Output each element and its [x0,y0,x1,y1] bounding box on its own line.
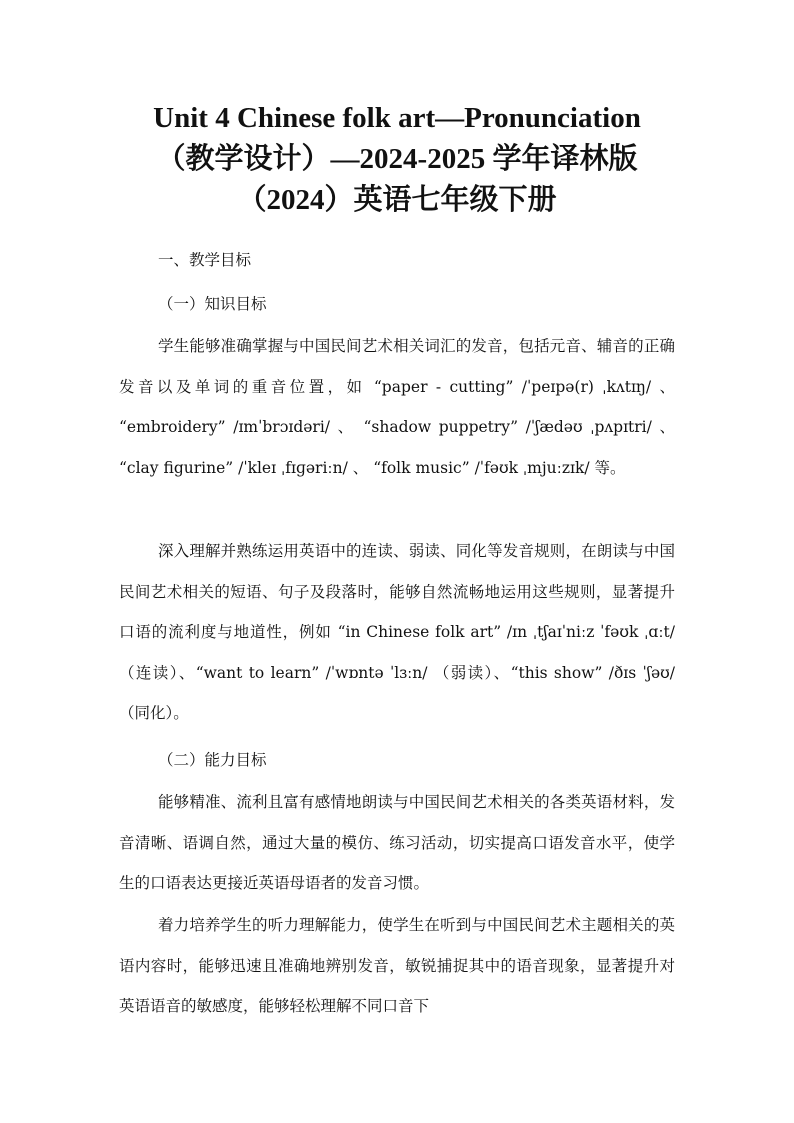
document-title [60,98,734,221]
knowledge-goal-paragraph-2: 深入理解并熟练运用英语中的连读、弱读、同化等发音规则，在朗读与中国民间艺术相关的短语、句子及段落时，能够自然流畅地运用这些规则，显著提升口语的流利度与地道性，例如 “in Chinese folk art” /ɪn ˌtʃaɪˈniːz ˈfəʊk ˌɑːt/ （连读）、“want to learn” /ˈwɒntə ˈlɜːn/ （弱读）、“this show” /ðɪs ˈʃəʊ/ （同化）。 [119,542,675,722]
title-line-2: （教学设计）—2024-2025 学年译林版 [156,143,638,175]
subsection-heading-knowledge-goals: （一）知识目标 [158,295,267,313]
knowledge-goal-paragraph-1: 学生能够准确掌握与中国民间艺术相关词汇的发音，包括元音、辅音的正确发音以及单词的重音位置，如 “paper - cutting” /ˈpeɪpə(r) ˌkʌtɪŋ/ 、 “embroidery” /ɪmˈbrɔɪdəri/ 、 “shadow puppetry” /ˈʃædəʊ ˌpʌpɪtri/ 、 “clay figurine” /ˈkleɪ ˌfɪɡəriːn/ 、 “folk music” /ˈfəʊk ˌmjuːzɪk/ 等。 [119,337,675,477]
title-line-1: Unit 4 Chinese folk art—Pronunciation [153,102,641,134]
ability-goal-paragraph-2: 着力培养学生的听力理解能力，使学生在听到与中国民间艺术主题相关的英语内容时，能够迅速且准确地辨别发音，敏锐捕捉其中的语音现象，显著提升对英语语音的敏感度，能够轻松理解不同口音下 [119,916,675,1015]
subsection-heading-ability-goals: （二）能力目标 [158,751,267,769]
ability-goal-paragraph-1: 能够精准、流利且富有感情地朗读与中国民间艺术相关的各类英语材料，发音清晰、语调自然，通过大量的模仿、练习活动，切实提高口语发音水平，使学生的口语表达更接近英语母语者的发音习惯。 [119,793,675,892]
title-line-3: （2024）英语七年级下册 [237,184,557,216]
section-heading-teaching-goals: 一、教学目标 [158,251,252,269]
